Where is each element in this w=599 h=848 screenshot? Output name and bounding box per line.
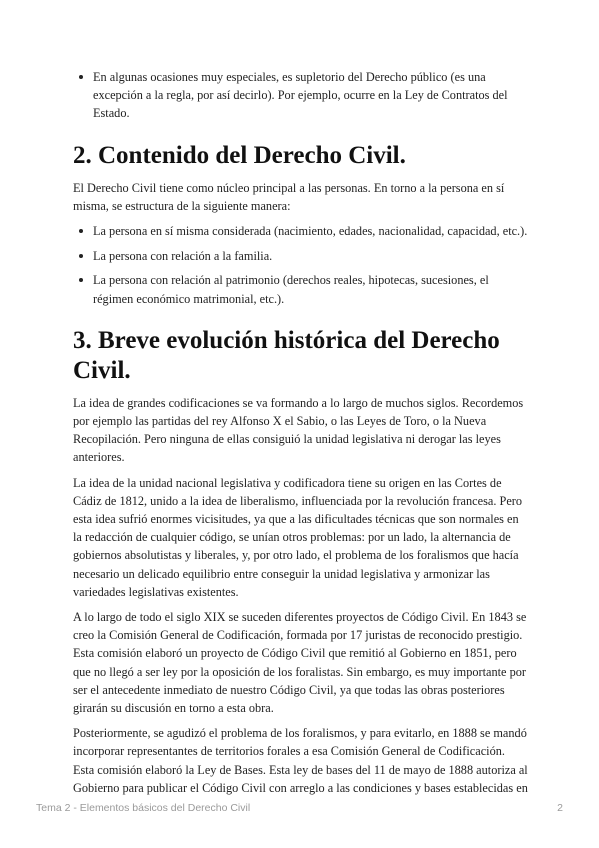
list-item: La persona con relación a la familia. xyxy=(73,247,529,265)
section-paragraph: Posteriormente, se agudizó el problema de los foralismos, y para evitarlo, en 1888 se mandó incorporar representantes de territorios forales a esa Comisión General de Codificación. Esta comisión elaboró la Ley de Bases. Esta ley de bases del 11 de mayo de 1888 autoriza al Gobierno para publicar el Código Civil con arreglo a las condiciones y bases establecidas en xyxy=(73,726,528,795)
intro-bullet-list xyxy=(73,68,529,123)
persona-bullet-list xyxy=(73,222,529,308)
section-paragraph: El Derecho Civil tiene como núcleo principal a las personas. En torno a la persona en sí misma, se estructura de la siguiente manera: xyxy=(73,180,505,213)
section-paragraph: La idea de la unidad nacional legislativa y codificadora tiene su origen en las Cortes de Cádiz de 1812, unido a la idea de liberalismo, influenciada por la revolución francesa. Pero esta idea sufrió enormes vicisitudes, ya que a las dificultades técnicas que son normales en la redacción de cualquier código, se unían otros problemas: por un lado, la alternancia de gobiernos absolutistas y liberales, y, por otro lado, el problema de los foralismos que hacía necesario un delicado equilibrio entre conseguir la unidad legislativa y armonizar las variedades legislativas existentes. xyxy=(73,475,523,599)
list-item: La persona en sí misma considerada (nacimiento, edades, nacionalidad, capacidad, etc.). xyxy=(73,222,529,240)
section-heading-contenido: 2. Contenido del Derecho Civil. xyxy=(73,141,406,169)
section-paragraph: A lo largo de todo el siglo XIX se suceden diferentes proyectos de Código Civil. En 1843 se creo la Comisión General de Codificación, formada por 17 juristas de reconocido prestigio. Esta comisión elaboró un proyecto de Código Civil que remitió al Gobierno en 1851, pero que no llegó a ser ley por la oposición de los foralistas. Sin embargo, es muy importante por ser el antecedente inmediato de nuestro Código Civil, ya que todas las obras posteriores girarán su discusión en torno a esta obra. xyxy=(73,610,527,716)
list-item: La persona con relación al patrimonio (derechos reales, hipotecas, sucesiones, el régimen económico matrimonial, etc.). xyxy=(73,271,529,307)
page-content xyxy=(73,68,529,804)
footer-page-number: 2 xyxy=(557,802,563,814)
section-heading-evolucion: 3. Breve evolución histórica del Derecho Civil. xyxy=(73,326,500,384)
section-paragraph: La idea de grandes codificaciones se va formando a lo largo de muchos siglos. Recordemos por ejemplo las partidas del rey Alfonso X el Sabio, o las Leyes de Toro, o la Nueva Recopilación. Pero ninguna de ellas consiguió la unidad legislativa ni derogar las leyes anteriores. xyxy=(73,395,524,465)
footer-document-title: Tema 2 - Elementos básicos del Derecho Civil xyxy=(36,802,251,814)
list-item: En algunas ocasiones muy especiales, es supletorio del Derecho público (es una excepción a la regla, por así decirlo). Por ejemplo, ocurre en la Ley de Contratos del Estado. xyxy=(73,68,529,123)
